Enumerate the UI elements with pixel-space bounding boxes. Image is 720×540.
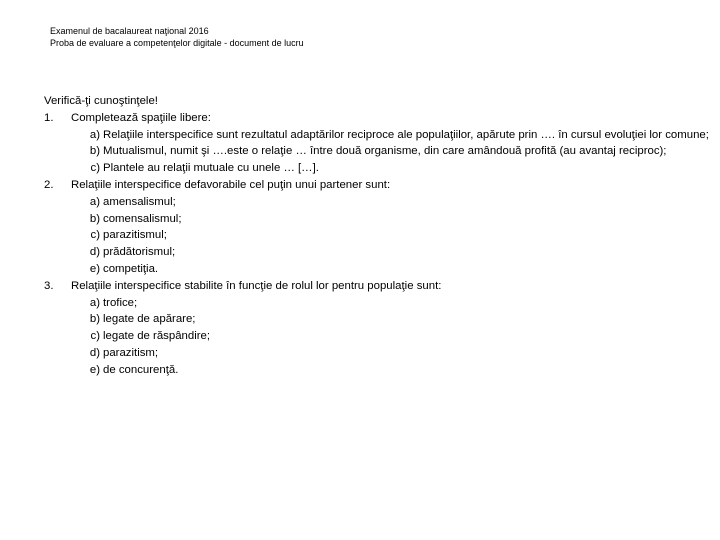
- document-body: [44, 93, 714, 379]
- item-text: legate de apărare;: [103, 313, 196, 326]
- question-number: 3.: [44, 279, 54, 292]
- list-item: [82, 328, 714, 345]
- item-letter: c): [90, 330, 100, 343]
- item-letter: a): [89, 296, 100, 309]
- item-letter: d): [89, 246, 100, 259]
- list-item: [82, 127, 714, 144]
- list-item: [82, 311, 714, 328]
- list-item: [82, 194, 714, 211]
- item-letter: e): [89, 262, 100, 275]
- question-2: [44, 177, 714, 278]
- item-letter: c): [90, 162, 100, 175]
- item-text: comensalismul;: [103, 212, 182, 225]
- item-letter: d): [89, 346, 100, 359]
- list-item: [82, 244, 714, 261]
- question-number: 1.: [44, 111, 54, 124]
- item-text: legate de răspândire;: [103, 330, 211, 343]
- list-item: [82, 211, 714, 228]
- item-letter: c): [90, 229, 100, 242]
- list-item: [82, 295, 714, 312]
- question-text: Relaţiile interspecifice stabilite în funcţie de rolul lor pentru populaţie sunt:: [71, 279, 442, 292]
- page-header: [50, 26, 304, 49]
- item-text: amensalismul;: [103, 195, 176, 208]
- item-text: de concurenţă.: [103, 363, 179, 376]
- list-item: [82, 345, 714, 362]
- item-letter: b): [89, 313, 100, 326]
- question-text: Completează spaţiile libere:: [71, 111, 211, 124]
- item-text: parazitism;: [103, 346, 159, 359]
- item-text: parazitismul;: [103, 229, 167, 242]
- list-item: [82, 362, 714, 379]
- list-item: [82, 227, 714, 244]
- question-1: [44, 110, 714, 177]
- item-text: Relaţiile interspecifice sunt rezultatul adaptărilor reciproce ale populaţiilor, apărute prin …. în cursul evoluţiei lor comune;: [103, 128, 709, 141]
- item-letter: a): [89, 128, 100, 141]
- item-text: trofice;: [103, 296, 138, 309]
- item-text: Plantele au relaţii mutuale cu unele … […].: [103, 162, 319, 175]
- item-letter: e): [89, 363, 100, 376]
- item-text: Mutualismul, numit şi ….este o relaţie … între două organisme, din care amândouă profită (au avantaj reciproc);: [103, 145, 667, 158]
- exam-title: Examenul de bacalaureat naţional 2016: [50, 26, 209, 36]
- question-number: 2.: [44, 178, 54, 191]
- exam-subtitle: Proba de evaluare a competenţelor digitale - document de lucru: [50, 37, 304, 48]
- item-letter: a): [89, 195, 100, 208]
- list-item: [82, 261, 714, 278]
- item-text: competiţia.: [103, 262, 159, 275]
- intro-heading: Verifică-ţi cunoştinţele!: [44, 95, 158, 107]
- list-item: [82, 160, 714, 177]
- item-text: prădătorismul;: [103, 246, 176, 259]
- question-text: Relaţiile interspecifice defavorabile cel puţin unui partener sunt:: [71, 178, 391, 191]
- list-item: [82, 143, 714, 160]
- question-3: [44, 278, 714, 379]
- item-letter: b): [89, 212, 100, 225]
- item-letter: b): [89, 145, 100, 158]
